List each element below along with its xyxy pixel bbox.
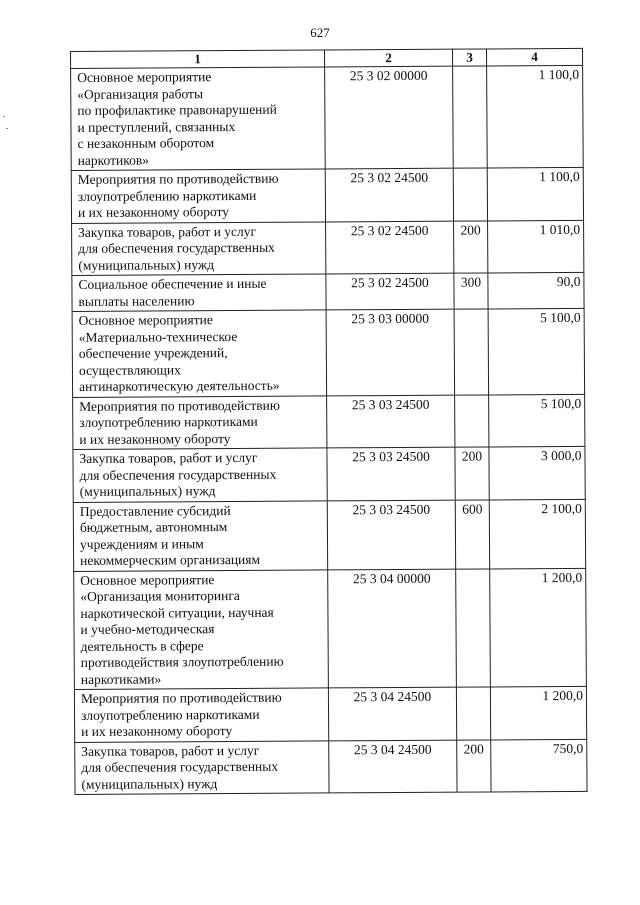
row-amount-cell: 5 100,0	[488, 308, 585, 394]
row-name-cell: Мероприятия по противодействию злоупотреблению наркотиками и их незаконному обороту	[74, 688, 328, 742]
table-row	[73, 499, 585, 571]
table-row	[73, 394, 585, 450]
row-code-cell: 25 3 03 24500	[327, 447, 455, 500]
row-expense-type-cell	[454, 309, 489, 395]
table-row	[71, 167, 583, 223]
row-amount-cell: 2 100,0	[489, 499, 585, 569]
row-expense-type-cell: 200	[457, 739, 491, 792]
row-code-cell: 25 3 04 00000	[328, 569, 457, 688]
row-name-cell: Мероприятия по противодействию злоупотреблению наркотиками и их незаконному обороту	[71, 169, 325, 223]
row-name-cell: Основное мероприятие «Организация мониторинга наркотической ситуации, научная и учебно-методическая деятельность в сфере противодействия злоупотреблению наркотиками»	[74, 569, 329, 689]
row-amount-cell: 1 200,0	[490, 686, 586, 739]
column-header-2: 2	[324, 49, 452, 67]
table-body	[71, 65, 587, 794]
row-name-cell: Закупка товаров, работ и услуг для обеспечения государственных (муниципальных) нужд	[73, 448, 327, 502]
table-row	[72, 308, 585, 397]
table-row	[72, 220, 584, 276]
table-row	[75, 739, 587, 795]
row-name-cell: Основное мероприятие «Материально-техническое обеспечение учреждений, осуществляющих антинаркотическую деятельность»	[72, 310, 327, 397]
row-amount-cell: 3 000,0	[489, 446, 585, 499]
table-row	[73, 446, 585, 502]
table-row	[74, 686, 586, 742]
row-amount-cell: 750,0	[491, 739, 587, 792]
row-code-cell: 25 3 03 24500	[327, 395, 455, 448]
row-amount-cell: 5 100,0	[489, 394, 585, 447]
row-code-cell: 25 3 03 00000	[326, 309, 455, 395]
page-number: 627	[310, 25, 330, 40]
row-expense-type-cell: 300	[454, 273, 488, 309]
row-code-cell: 25 3 02 24500	[326, 273, 454, 310]
column-header-4: 4	[486, 48, 582, 66]
row-expense-type-cell: 200	[455, 447, 489, 500]
row-expense-type-cell: 200	[454, 220, 488, 273]
budget-table	[70, 48, 588, 795]
row-amount-cell: 1 010,0	[488, 220, 584, 273]
row-code-cell: 25 3 04 24500	[329, 740, 457, 793]
row-amount-cell: 90,0	[488, 272, 584, 309]
row-name-cell: Предоставление субсидий бюджетным, автономным учреждениям и иным некоммерческим организациям	[73, 500, 327, 571]
scan-speck	[3, 116, 5, 117]
row-code-cell: 25 3 02 24500	[325, 168, 453, 221]
table-row	[74, 568, 587, 690]
row-expense-type-cell	[456, 568, 491, 687]
scan-speck	[6, 128, 8, 129]
row-name-cell: Закупка товаров, работ и услуг для обеспечения государственных (муниципальных) нужд	[72, 221, 326, 275]
row-expense-type-cell	[453, 66, 488, 168]
row-code-cell: 25 3 04 24500	[328, 687, 456, 740]
row-expense-type-cell	[455, 394, 489, 447]
row-name-cell: Закупка товаров, работ и услуг для обеспечения государственных (муниципальных) нужд	[75, 740, 329, 794]
row-name-cell: Основное мероприятие «Организация работы по профилактике правонарушений и преступлений, связанных с незаконным оборотом наркотиков»	[71, 67, 326, 171]
row-amount-cell: 1 200,0	[490, 568, 587, 687]
column-header-1: 1	[71, 50, 325, 69]
row-expense-type-cell	[456, 687, 490, 740]
row-amount-cell: 1 100,0	[487, 65, 584, 168]
row-expense-type-cell: 600	[455, 499, 489, 568]
row-code-cell: 25 3 02 00000	[325, 66, 454, 169]
row-expense-type-cell	[453, 168, 487, 221]
table-row	[72, 272, 584, 311]
row-name-cell: Социальное обеспечение и иные выплаты населению	[72, 274, 326, 312]
row-amount-cell: 1 100,0	[487, 167, 583, 220]
row-name-cell: Мероприятия по противодействию злоупотреблению наркотиками и их незаконному обороту	[73, 395, 327, 449]
table-row	[71, 65, 584, 170]
row-code-cell: 25 3 03 24500	[327, 500, 455, 570]
row-code-cell: 25 3 02 24500	[326, 221, 454, 274]
column-header-3: 3	[452, 49, 486, 66]
